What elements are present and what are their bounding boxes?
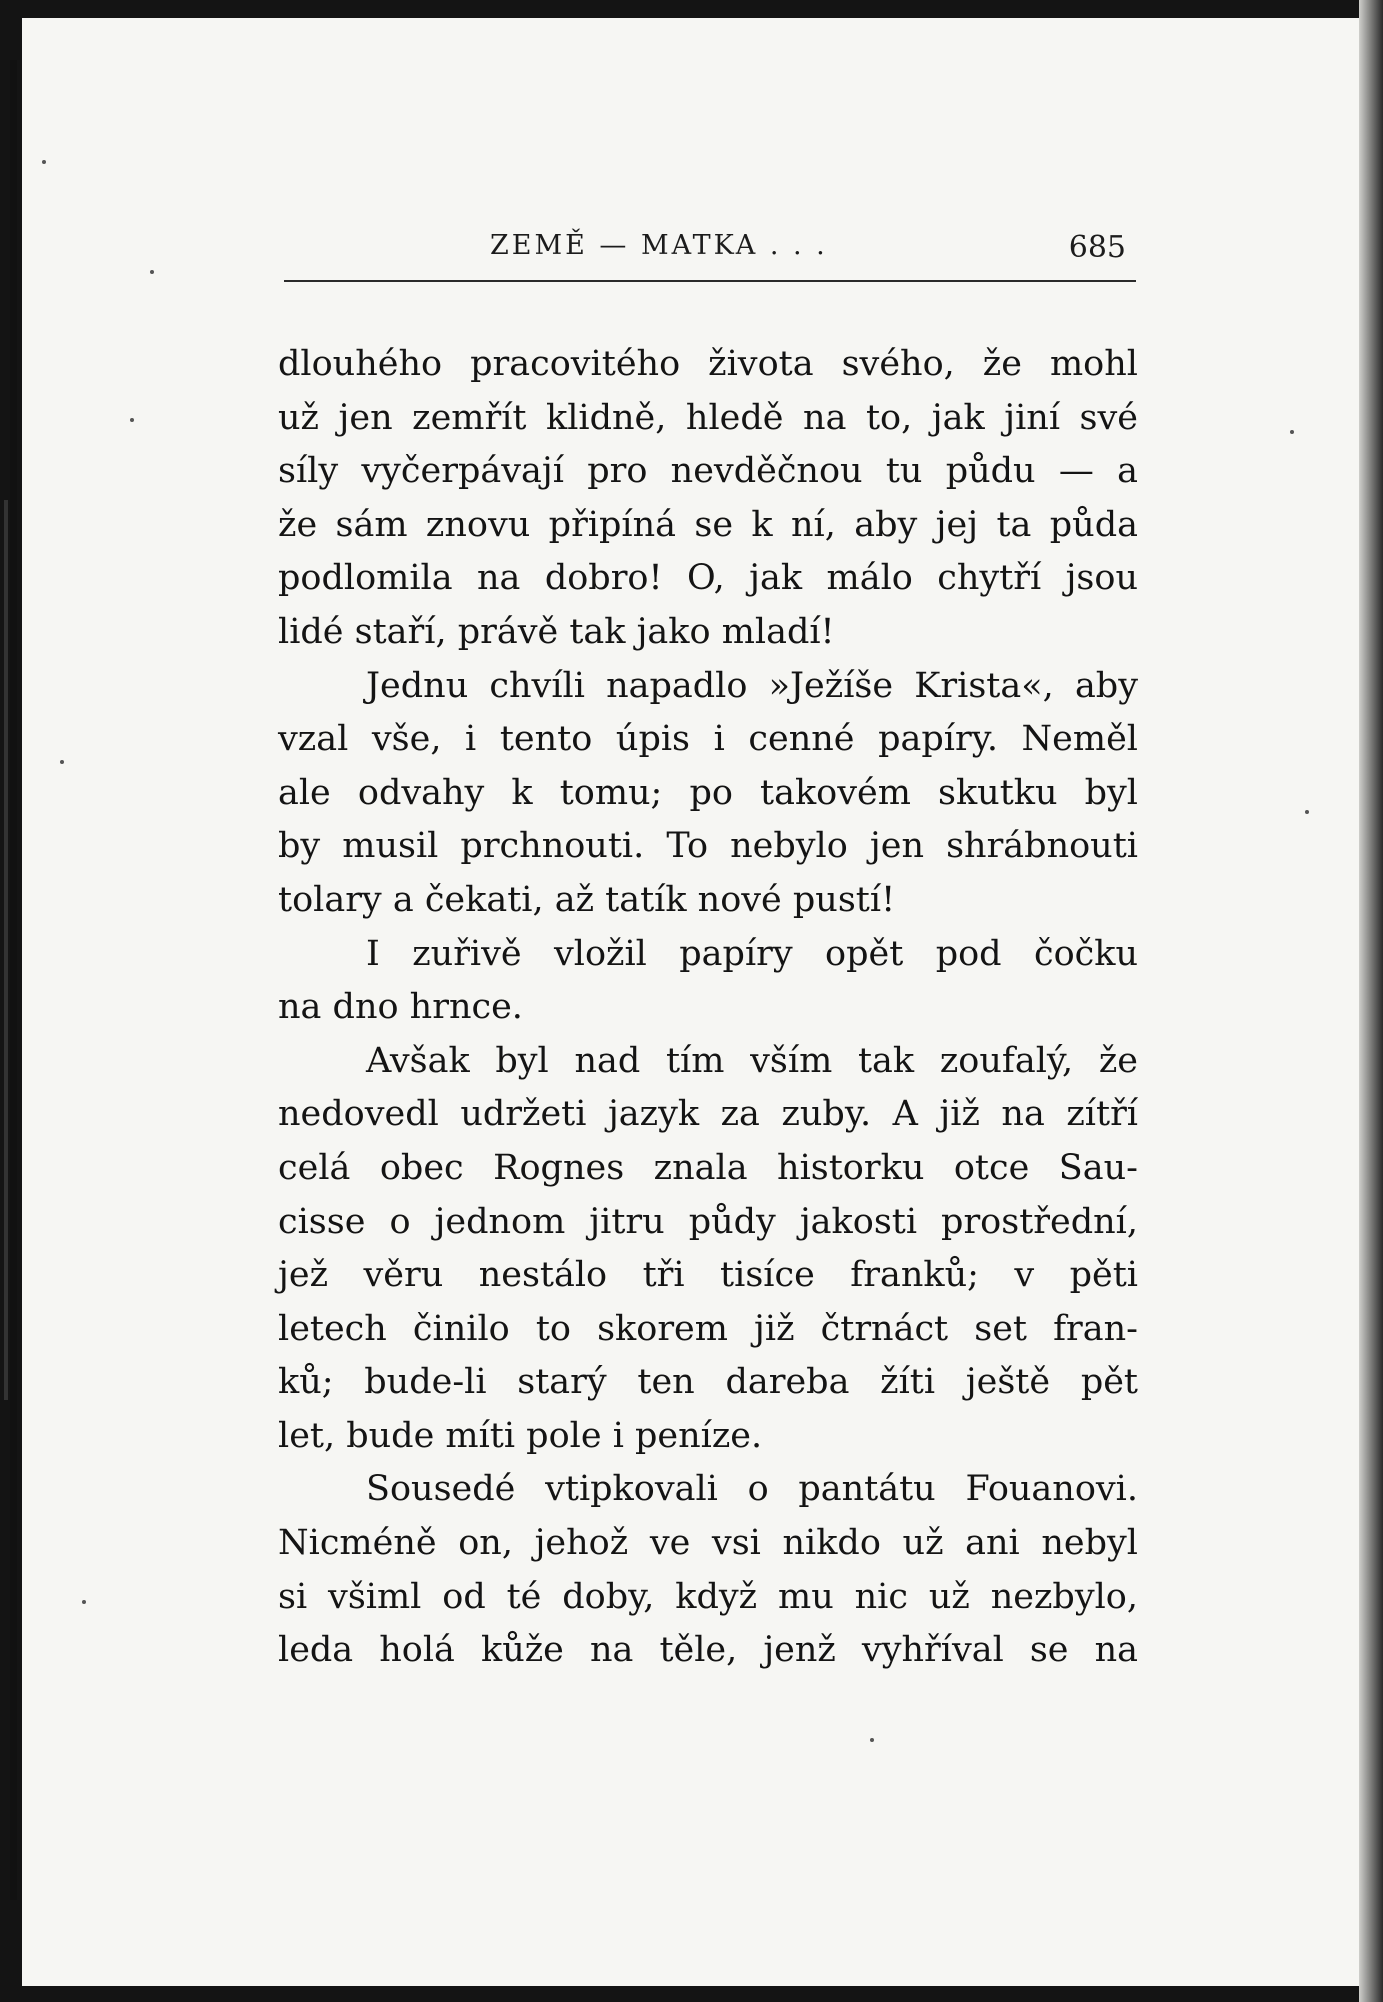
header-rule — [284, 280, 1136, 282]
text-line: cisse o jednom jitru půdy jakosti prostřední, — [278, 1201, 1138, 1242]
scan-speck — [150, 270, 154, 274]
scan-speck — [130, 418, 134, 422]
page-number: 685 — [1068, 230, 1126, 265]
text-line: ale odvahy k tomu; po takovém skutku byl — [278, 772, 1138, 813]
text-line: I zuřivě vložil papíry opět pod čočku — [366, 933, 1138, 974]
text-line: dlouhého pracovitého života svého, že mohl — [278, 344, 1138, 384]
text-line: by musil prchnouti. To nebylo jen shrábnouti — [278, 826, 1138, 867]
text-line: Nicméně on, jehož ve vsi nikdo už ani nebyl — [278, 1523, 1138, 1564]
text-line: celá obec Rognes znala historku otce Sau- — [278, 1147, 1138, 1188]
running-title: ZEMĚ — MATKA . . . — [490, 230, 828, 261]
text-line: si všiml od té doby, když mu nic už nezbylo, — [278, 1576, 1138, 1617]
text-line: ků; bude-li starý ten dareba žíti ještě pět — [278, 1362, 1138, 1403]
text-line: podlomila na dobro! O, jak málo chytří jsou — [278, 558, 1138, 599]
text-line: Avšak byl nad tím vším tak zoufalý, že — [366, 1040, 1138, 1081]
text-line: jež věru nestálo tři tisíce franků; v pěti — [278, 1255, 1138, 1296]
text-line: síly vyčerpávají pro nevděčnou tu půdu — a — [278, 451, 1138, 492]
page-header — [284, 230, 1136, 282]
scan-speck — [1305, 810, 1309, 814]
text-line: už jen zemřít klidně, hledě na to, jak jiní své — [278, 397, 1138, 438]
text-line: vzal vše, i tento úpis i cenné papíry. Neměl — [278, 719, 1138, 760]
text-line: lidé staří, právě tak jako mladí! — [278, 611, 835, 652]
book-binding-shadow — [4, 500, 8, 1400]
text-line: na dno hrnce. — [278, 987, 523, 1028]
text-line: Sousedé vtipkovali o pantátu Fouanovi. — [366, 1469, 1138, 1510]
text-line: tolary a čekati, až tatík nové pustí! — [278, 879, 896, 920]
book-binding-edge — [10, 60, 17, 1900]
text-line: leda holá kůže na těle, jenž vyhříval se na — [278, 1630, 1138, 1671]
text-line: let, bude míti pole i peníze. — [278, 1415, 763, 1456]
scan-speck — [870, 1738, 874, 1742]
scan-speck — [1290, 430, 1294, 434]
scan-speck — [82, 1600, 86, 1604]
text-line: že sám znovu připíná se k ní, aby jej ta půda — [278, 504, 1138, 545]
scan-speck — [42, 160, 46, 164]
scan-speck — [60, 760, 64, 764]
text-line: nedovedl udržeti jazyk za zuby. A již na zítří — [278, 1094, 1138, 1135]
text-line: Jednu chvíli napadlo »Ježíše Krista«, aby — [366, 665, 1138, 706]
body-text — [278, 338, 1138, 1678]
page-right-edge — [1359, 0, 1383, 2002]
text-line: letech činilo to skorem již čtrnáct set fran- — [278, 1308, 1138, 1349]
